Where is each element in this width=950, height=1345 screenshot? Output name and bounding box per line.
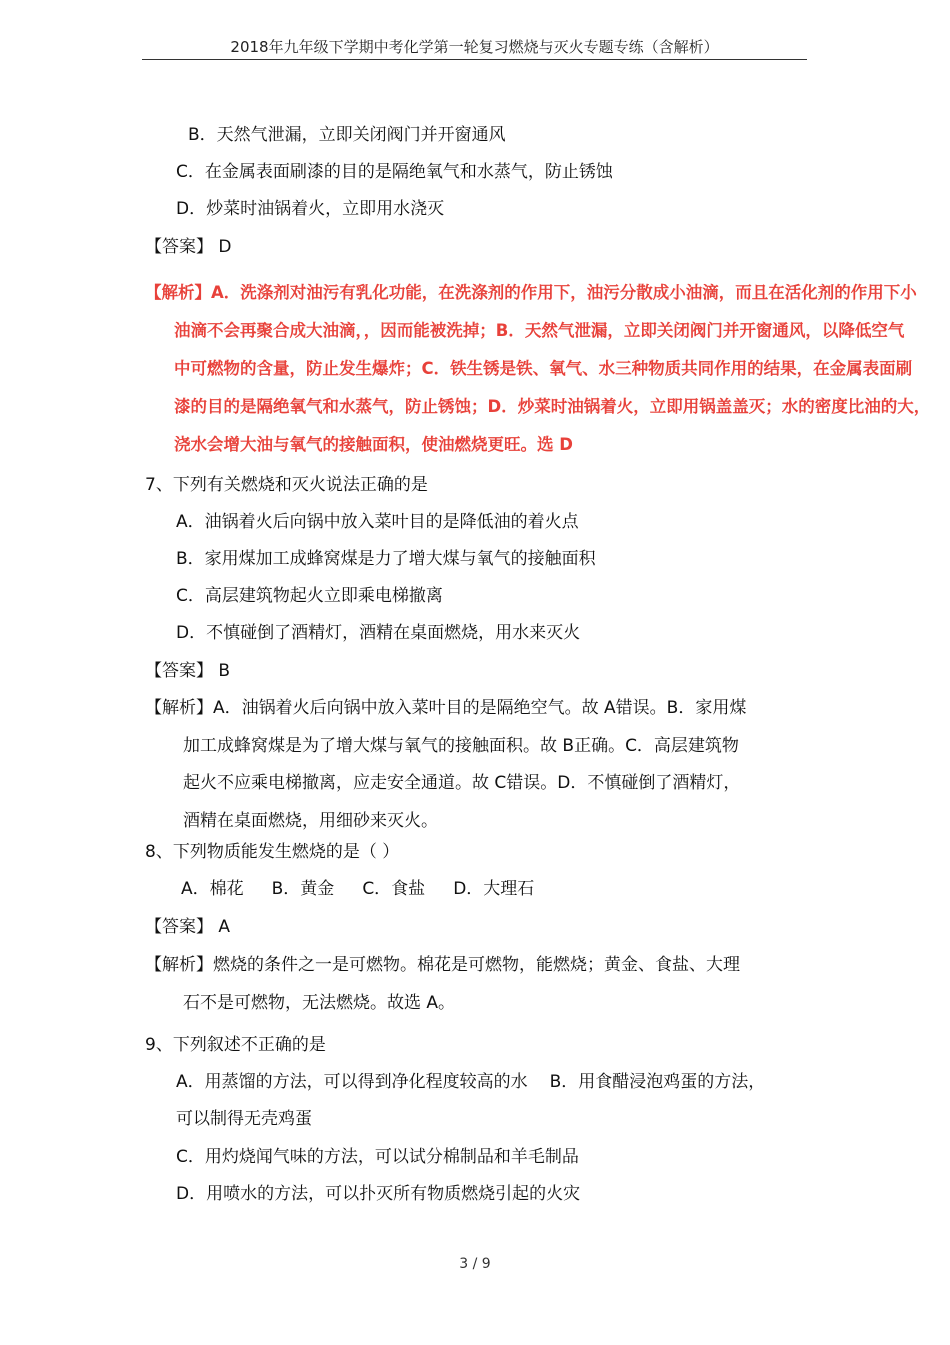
q8-option-c: C．食盐	[362, 879, 426, 899]
q6-analysis-line: 【解析】A．洗涤剂对油污有乳化功能，在洗涤剂的作用下，油污分散成小油滴，而且在活化剂的作用下小	[145, 283, 917, 302]
q7-answer: 【答案】 B	[145, 661, 231, 681]
q6-option-d: D．炒菜时油锅着火，立即用水浇灭	[176, 199, 445, 219]
q6-option-c: C．在金属表面刷漆的目的是隔绝氧气和水蒸气，防止锈蚀	[176, 162, 613, 182]
q8-option-a: A．棉花	[181, 879, 244, 899]
q6-analysis-line: 漆的目的是隔绝氧气和水蒸气，防止锈蚀；D．炒菜时油锅着火，立即用锅盖盖灭；水的密度比油的大，	[174, 397, 931, 416]
q6-analysis-line: 浇水会增大油与氧气的接触面积，使油燃烧更旺。选 D	[174, 435, 573, 454]
q7-analysis-line: 酒精在桌面燃烧，用细砂来灭火。	[183, 811, 438, 831]
q8-analysis-line: 【解析】燃烧的条件之一是可燃物。棉花是可燃物，能燃烧；黄金、食盐、大理	[145, 955, 740, 975]
q7-analysis-line: 【解析】A．油锅着火后向锅中放入菜叶目的是隔绝空气。故 A错误。B．家用煤	[145, 698, 747, 718]
q9-option-a: A．用蒸馏的方法，可以得到净化程度较高的水	[176, 1072, 528, 1092]
q8-answer: 【答案】 A	[145, 917, 231, 937]
q7-stem: 7、下列有关燃烧和灭火说法正确的是	[145, 475, 428, 495]
q9-option-b: B．用食醋浸泡鸡蛋的方法，	[549, 1072, 766, 1092]
q7-option: A．油锅着火后向锅中放入菜叶目的是降低油的着火点	[176, 512, 579, 532]
q7-analysis-line: 起火不应乘电梯撤离，应走安全通道。故 C错误。D．不慎碰倒了酒精灯，	[183, 773, 741, 793]
q9-option-d: D．用喷水的方法，可以扑灭所有物质燃烧引起的火灾	[176, 1184, 581, 1204]
q6-analysis-line: 中可燃物的含量，防止发生爆炸；C．铁生锈是铁、氧气、水三种物质共同作用的结果，在金属表面刷	[174, 359, 913, 378]
page-number: 3 / 9	[459, 1256, 491, 1272]
q9-option-ab	[176, 1071, 765, 1093]
q8-analysis-line: 石不是可燃物，无法燃烧。故选 A。	[183, 993, 456, 1013]
q9-stem: 9、下列叙述不正确的是	[145, 1035, 326, 1055]
q8-options	[181, 878, 534, 900]
q6-option-b: B．天然气泄漏，立即关闭阀门并开窗通风	[188, 125, 506, 145]
header-divider	[142, 59, 807, 60]
page-header: 2018年九年级下学期中考化学第一轮复习燃烧与灭火专题专练（含解析）	[230, 38, 719, 56]
q7-option: C．高层建筑物起火立即乘电梯撤离	[176, 586, 443, 606]
q8-option-d: D．大理石	[453, 879, 535, 899]
q8-option-b: B．黄金	[271, 879, 335, 899]
q7-option: B．家用煤加工成蜂窝煤是力了增大煤与氧气的接触面积	[176, 549, 596, 569]
q7-analysis-line: 加工成蜂窝煤是为了增大煤与氧气的接触面积。故 B正确。C．高层建筑物	[183, 736, 739, 756]
q9-option-c: C．用灼烧闻气味的方法，可以试分棉制品和羊毛制品	[176, 1147, 579, 1167]
q6-answer: 【答案】 D	[145, 237, 232, 257]
q7-option: D．不慎碰倒了酒精灯，酒精在桌面燃烧，用水来灭火	[176, 623, 581, 643]
q8-stem: 8、下列物质能发生燃烧的是（ ）	[145, 842, 400, 862]
q6-analysis-line: 油滴不会再聚合成大油滴，，因而能被洗掉；B．天然气泄漏，立即关闭阀门并开窗通风，以降低空气	[174, 321, 905, 340]
q9-option-b-cont: 可以制得无壳鸡蛋	[176, 1109, 312, 1129]
